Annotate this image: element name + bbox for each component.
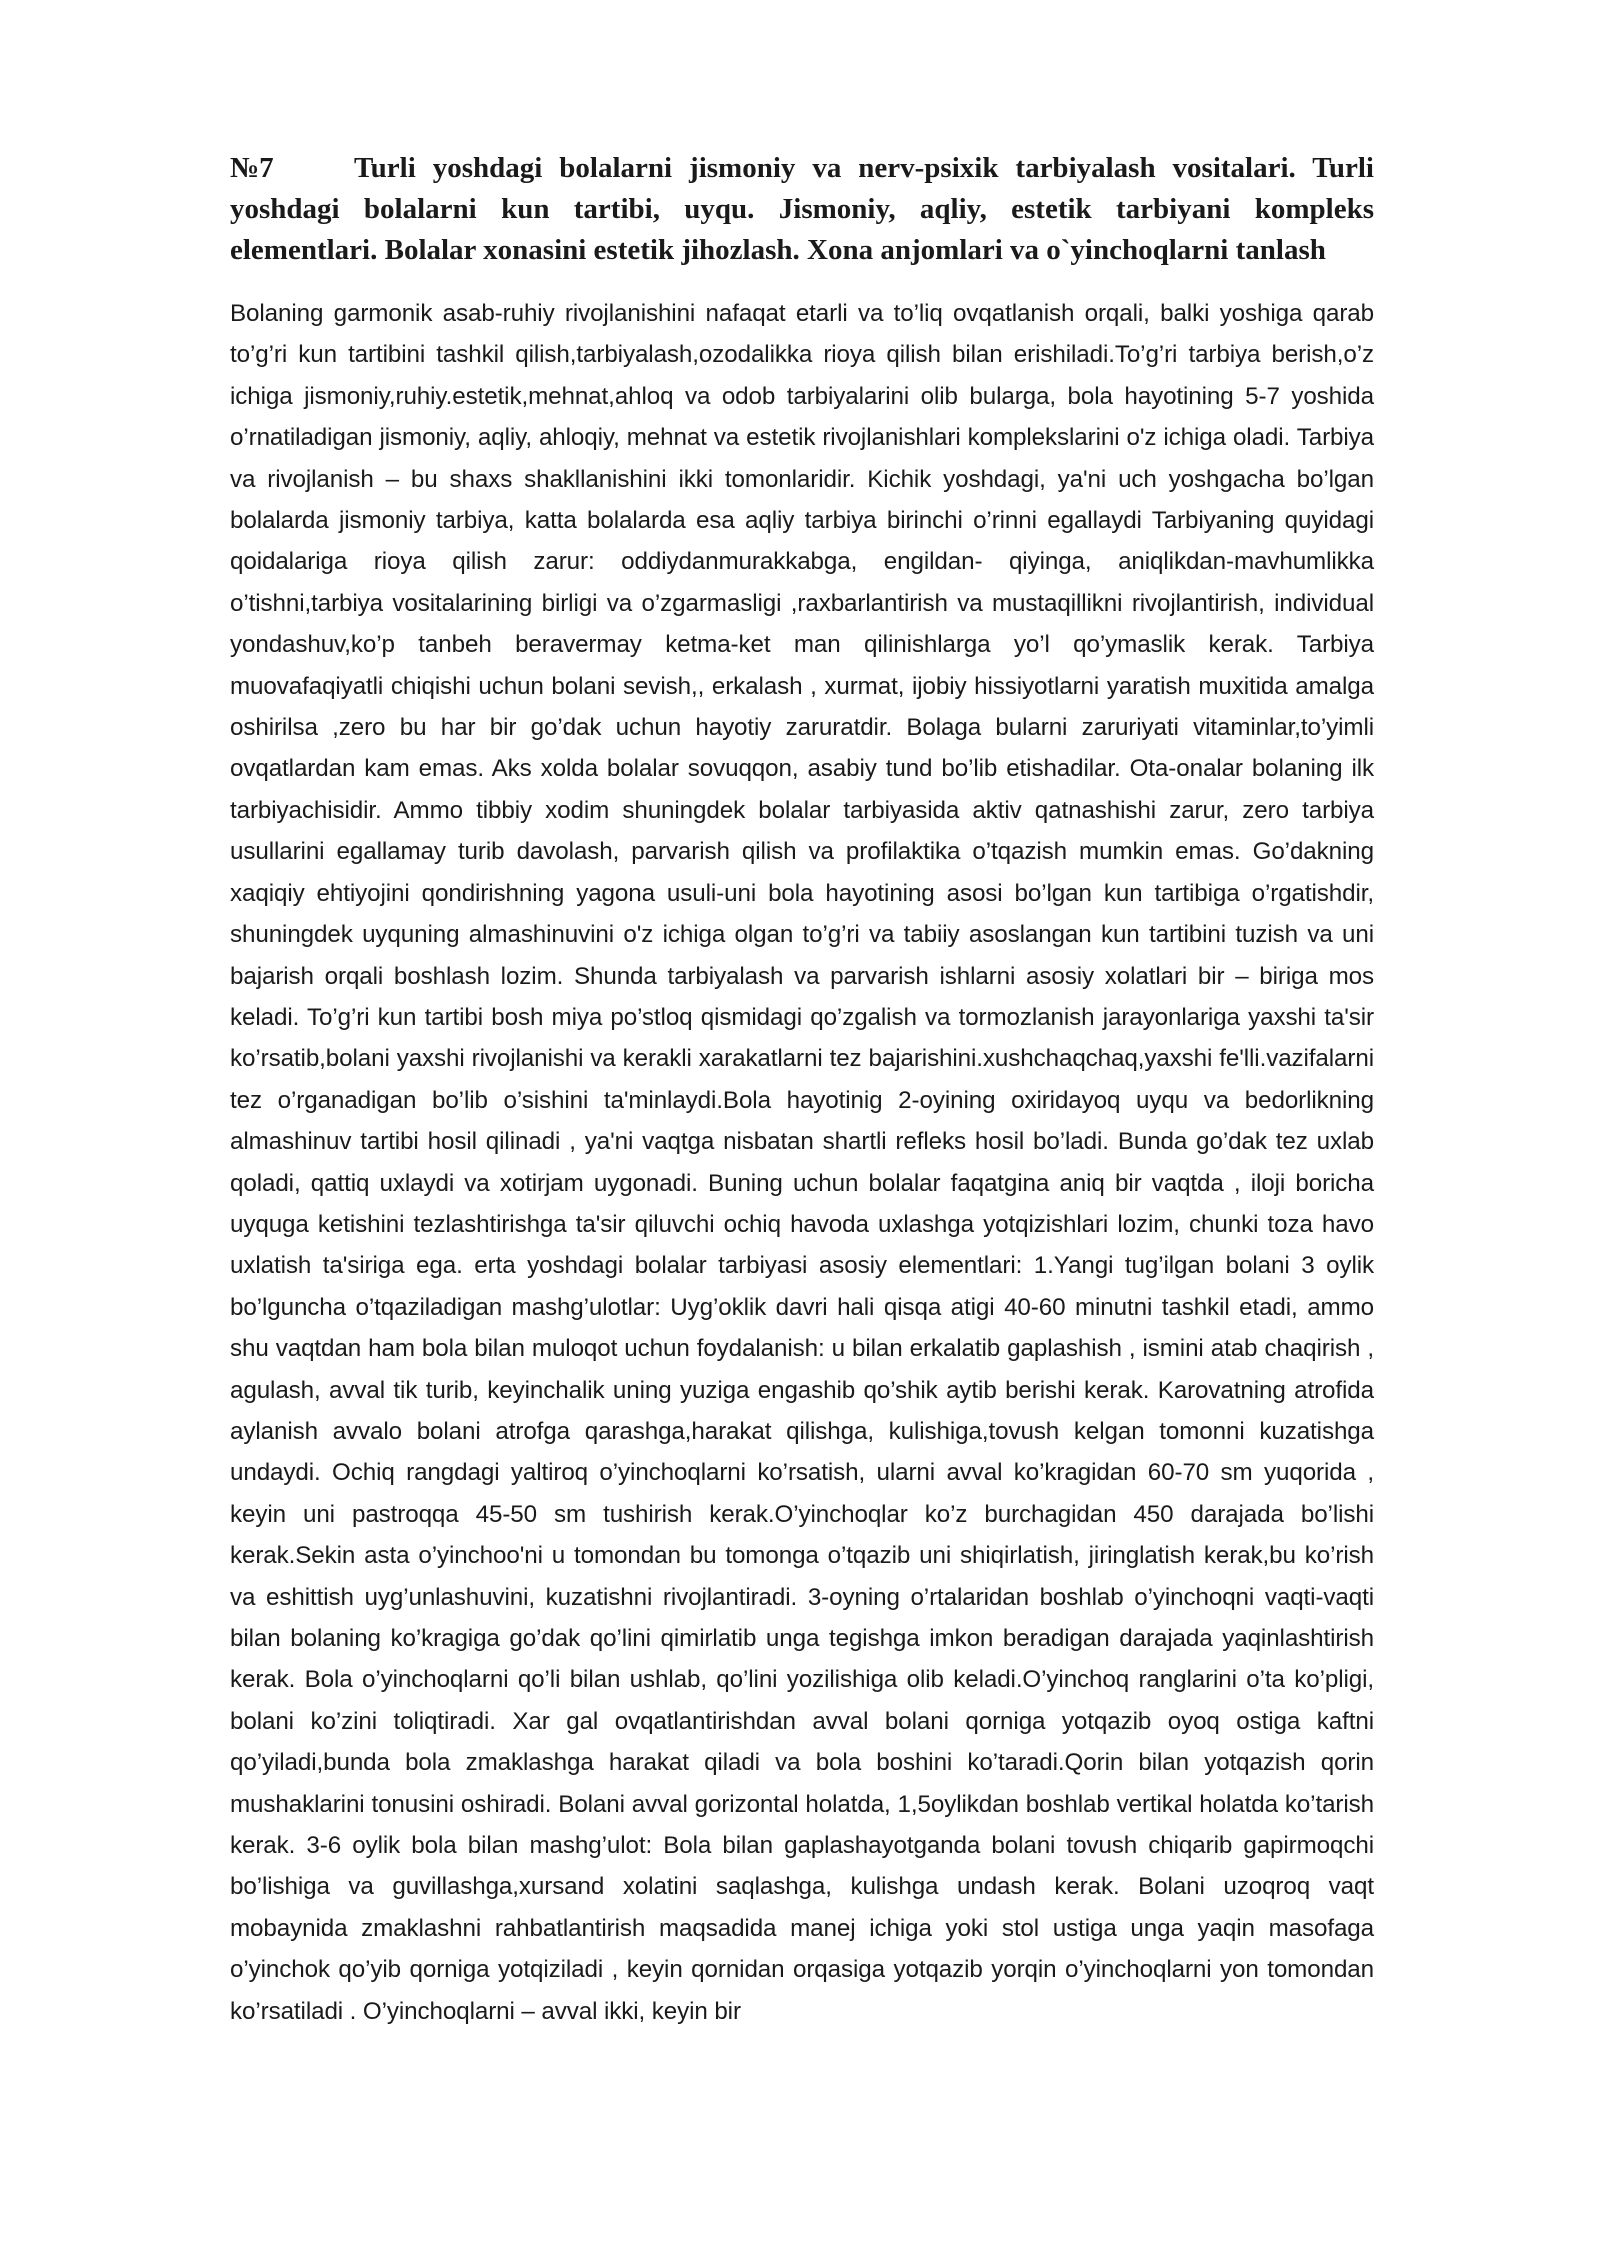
body-paragraph: Bolaning garmonik asab-ruhiy rivojlanishini nafaqat etarli va to’liq ovqatlanish orqali, balki yoshiga qarab to’g’ri kun tartibini tashkil qilish,tarbiyalash,ozodalikka rioya qilish bilan erishiladi.To’g’ri tarbiya berish,o’z ichiga jismoniy,ruhiy.estetik,mehnat,ahloq va odob tarbiyalarini olib bularga, bola hayotining 5-7 yoshida o’rnatiladigan jismoniy, aqliy, ahloqiy, mehnat va estetik rivojlanishlari komplekslarini o'z ichiga oladi. Tarbiya va rivojlanish – bu shaxs shakllanishini ikki tomonlaridir. Kichik yoshdagi, ya'ni uch yoshgacha bo’lgan bolalarda jismoniy tarbiya, katta bolalarda esa aqliy tarbiya birinchi o’rinni egallaydi Tarbiyaning quyidagi qoidalariga rioya qilish zarur: oddiydanmurakkabga, engildan- qiyinga, aniqlikdan-mavhumlikka o’tishni,tarbiya vositalarining birligi va o’zgarmasligi ,raxbarlantirish va mustaqillikni rivojlantirish, individual yondashuv,ko’p tanbeh beravermay ketma-ket man qilinishlarga yo’l qo’ymaslik kerak. Tarbiya muovafaqiyatli chiqishi uchun bolani sevish,, erkalash , xurmat, ijobiy hissiyotlarni yaratish muxitida amalga oshirilsa ,zero bu har bir go’dak uchun hayotiy zaruratdir. Bolaga bularni zaruriyati vitaminlar,to’yimli ovqatlardan kam emas. Aks xolda bolalar sovuqqon, asabiy tund bo’lib etishadilar. Ota-onalar bolaning ilk tarbiyachisidir. Ammo tibbiy xodim shuningdek bolalar tarbiyasida aktiv qatnashishi zarur, zero tarbiya usullarini egallamay turib davolash, parvarish qilish va profilaktika o’tqazish mumkin emas. Go’dakning xaqiqiy ehtiyojini qondirishning yagona usuli-uni bola hayotining asosi bo’lgan kun tartibiga o’rgatishdir, shuningdek uyquning almashinuvini o'z ichiga olgan to’g’ri va tabiiy asoslangan kun tartibini tuzish va uni bajarish orqali boshlash lozim. Shunda tarbiyalash va parvarish ishlarni asosiy xolatlari bir – biriga mos keladi. To’g’ri kun tartibi bosh miya po’stloq qismidagi qo’zgalish va tormozlanish jarayonlariga yaxshi ta'sir ko’rsatib,bolani yaxshi rivojlanishi va kerakli xarakatlarni tez bajarishini.xushchaqchaq,yaxshi fe'lli.vazifalarni tez o’rganadigan bo’lib o’sishini ta'minlaydi.Bola hayotinig 2-oyining oxiridayoq uyqu va bedorlikning almashinuv tartibi hosil qilinadi , ya'ni vaqtga nisbatan shartli refleks hosil bo’ladi. Bunda go’dak tez uxlab qoladi, qattiq uxlaydi va xotirjam uygonadi. Buning uchun bolalar faqatgina aniq bir vaqtda , iloji boricha uyquga ketishini tezlashtirishga ta'sir qiluvchi ochiq havoda uxlashga yotqizishlari lozim, chunki toza havo uxlatish ta'siriga ega. erta yoshdagi bolalar tarbiyasi asosiy elementlari: 1.Yangi tug’ilgan bolani 3 oylik bo’lguncha o’tqaziladigan mashg’ulotlar: Uyg’oklik davri hali qisqa atigi 40-60 minutni tashkil etadi, ammo shu vaqtdan ham bola bilan muloqot uchun foydalanish: u bilan erkalatib gaplashish , ismini atab chaqirish , agulash, avval tik turib, keyinchalik uning yuziga engashib qo’shik aytib berishi kerak. Karovatning atrofida aylanish avvalo bolani atrofga qarashga,harakat qilishga, kulishiga,tovush kelgan tomonni kuzatishga undaydi. Ochiq rangdagi yaltiroq o’yinchoqlarni ko’rsatish, ularni avval ko’kragidan 60-70 sm yuqorida , keyin uni pastroqqa 45-50 sm tushirish kerak.O’yinchoqlar ko’z burchagidan 450 darajada bo’lishi kerak.Sekin asta o’yinchoo'ni u tomondan bu tomonga o’tqazib uni shiqirlatish, jiringlatish kerak,bu ko’rish va eshittish uyg’unlashuvini, kuzatishni rivojlantiradi. 3-oyning o’rtalaridan boshlab o’yinchoqni vaqti-vaqti bilan bolaning ko’kragiga go’dak qo’lini qimirlatib unga tegishga imkon beradigan darajada yaqinlashtirish kerak. Bola o’yinchoqlarni qo’li bilan ushlab, qo’lini yozilishiga olib keladi.O’yinchoq ranglarini o’ta ko’pligi, bolani ko’zini toliqtiradi. Xar gal ovqatlantirishdan avval bolani qorniga yotqazib oyoq ostiga kaftni qo’yiladi,bunda bola zmaklashga harakat qiladi va bola boshini ko’taradi.Qorin bilan yotqazish qorin mushaklarini tonusini oshiradi. Bolani avval gorizontal holatda, 1,5oylikdan boshlab vertikal holatda ko’tarish kerak. 3-6 oylik bola bilan mashg’ulot: Bola bilan gaplashayotganda bolani tovush chiqarib gapirmoqchi bo’lishiga va guvillashga,xursand xolatini saqlashga, kulishga undash kerak. Bolani uzoqroq vaqt mobaynida zmaklashni rahbatlantirish maqsadida manej ichiga yoki stol ustiga unga yaqin masofaga o’yinchok qo’yib qorniga yotqiziladi , keyin qornidan orqasiga yotqazib yorqin o’yinchoqlarni yon tomondan ko’rsatiladi . O’yinchoqlarni – avval ikki, keyin bir xyxy=(230,300,1374,2025)
document-page xyxy=(230,148,1374,2032)
document-heading xyxy=(230,148,1374,271)
section-number: №7 xyxy=(230,152,274,184)
section-title: Turli yoshdagi bolalarni jismoniy va nerv-psixik tarbiyalash vositalari. Turli yoshdagi bolalarni kun tartibi, uyqu. Jismoniy, aqliy, estetik tarbiyani kompleks elementlari. Bolalar xonasini estetik jihozlash. Xona anjomlari va o`yinchoqlarni tanlash xyxy=(230,152,1374,266)
